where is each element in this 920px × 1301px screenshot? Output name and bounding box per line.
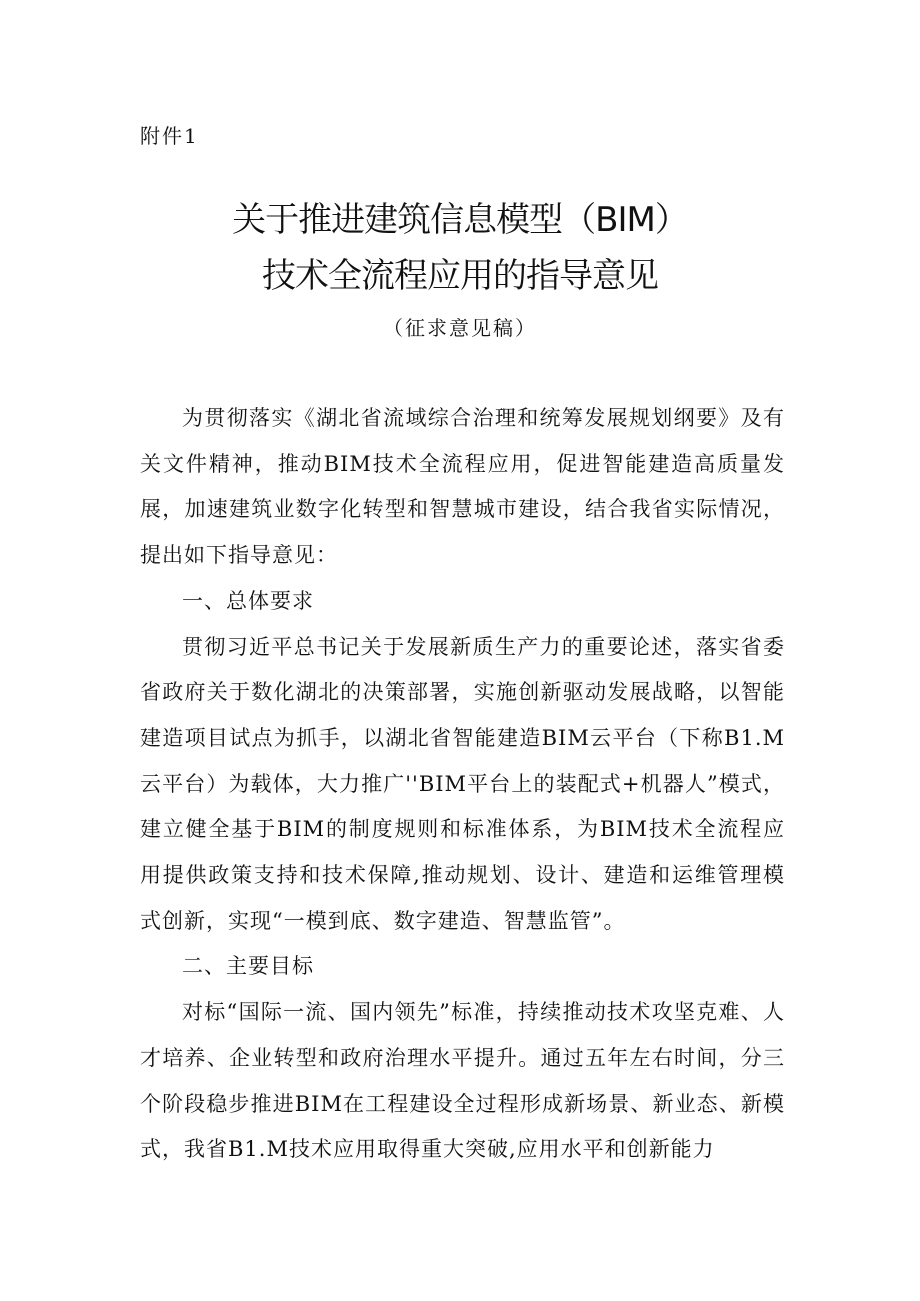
section-heading-main-goals: 二、主要目标: [182, 954, 314, 979]
attachment-label: 附件1: [140, 124, 199, 148]
document-title-line-1: 关于推进建筑信息模型（BIM）: [232, 200, 688, 240]
document-subtitle: （征求意见稿）: [383, 316, 537, 340]
intro-paragraph: 为贯彻落实《湖北省流域综合治理和统筹发展规划纲要》及有关文件精神，推动BIM技术全流程应用，促进智能建造高质量发展，加速建筑业数字化转型和智慧城市建设，结合我省实际情况，提出如下指导意见：: [140, 406, 785, 568]
general-requirements-paragraph: 贯彻习近平总书记关于发展新质生产力的重要论述，落实省委省政府关于数化湖北的决策部署，实施创新驱动发展战略，以智能建造项目试点为抓手，以湖北省智能建造BIM云平台（下称B1.M云平台）为载体，大力推广''BIM平台上的装配式+机器人”模式，建立健全基于BIM的制度规则和标准体系，为BIM技术全流程应用提供政策支持和技术保障,推动规划、设计、建造和运维管理模式创新，实现“一模到底、数字建造、智慧监管”。: [140, 634, 785, 933]
main-goals-paragraph: 对标“国际一流、国内领先”标准，持续推动技术攻坚克难、人才培养、企业转型和政府治理水平提升。通过五年左右时间，分三个阶段稳步推进BIM在工程建设全过程形成新场景、新业态、新模式，我省B1.M技术应用取得重大突破,应用水平和创新能力: [140, 1000, 785, 1162]
section-heading-general-requirements: 一、总体要求: [182, 588, 314, 613]
document-title-line-2: 技术全流程应用的指导意见: [262, 256, 658, 296]
document-body: [140, 396, 785, 1173]
